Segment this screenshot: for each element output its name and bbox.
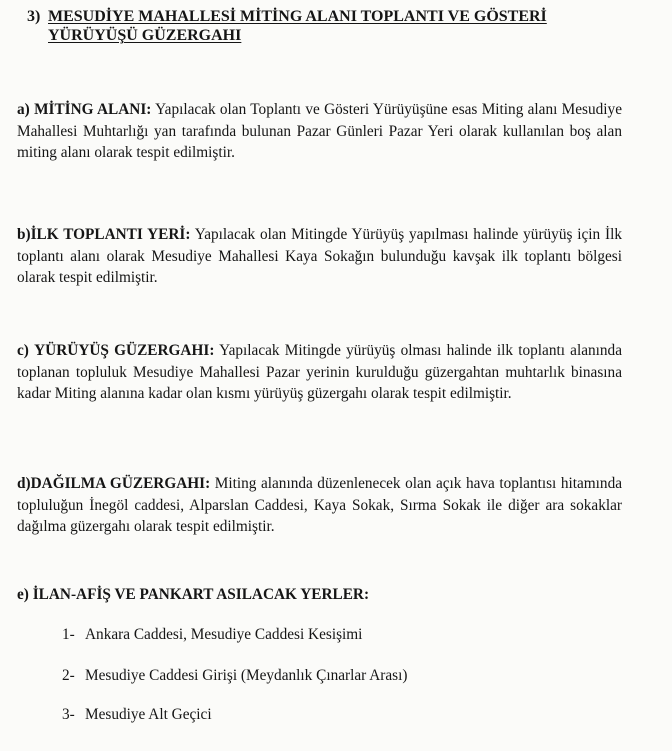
section-text: Yapılacak Mitingde yürüyüş olması halinde ilk toplantı alanında toplanan topluluk Mesudiye Mahallesi Pazar yerinin kurulduğu güzergahtan muhtarlık binasına kadar Miting alanına kadar olan kısmı yürüyüş güzergahı olarak tespit edilmiştir. bbox=[17, 342, 622, 402]
list-item-text: Ankara Caddesi, Mesudiye Caddesi Kesişimi bbox=[85, 626, 363, 643]
section-title: İLAN-AFİŞ VE PANKART ASILACAK YERLER: bbox=[32, 586, 370, 603]
section-a bbox=[17, 99, 622, 164]
section-text: Miting alanında düzenlenecek olan açık hava toplantısı hitamında topluluğun İnegöl caddesi, Alparslan Caddesi, Kaya Sokak, Sırma Sokak ile diğer ara sokaklar dağılma güzergahı olarak tespit edilmiştir. bbox=[17, 475, 623, 535]
section-text: Yapılacak olan Toplantı ve Gösteri Yürüyüşüne esas Miting alanı Mesudiye Mahallesi Muhtarlığı yan tarafında bulunan Pazar Günleri Pazar Yeri olarak kullanılan boş alan miting alanı olarak tespit edilmiştir. bbox=[17, 101, 622, 161]
list-item-text: Mesudiye Caddesi Girişi (Meydanlık Çınarlar Arası) bbox=[85, 667, 408, 684]
list-item-number: 2- bbox=[62, 667, 75, 684]
heading-line-2: YÜRÜYÜŞÜ GÜZERGAHI bbox=[48, 27, 242, 44]
list-item bbox=[62, 666, 407, 686]
section-text: Yapılacak olan Mitingde Yürüyüş yapılması halinde yürüyüş için İlk toplantı alanı olarak Mesudiye Mahallesi Kaya Sokağın bulunduğu kavşak ilk toplantı bölgesi olarak tespit edilmiştir. bbox=[17, 226, 623, 286]
list-item-text: Mesudiye Alt Geçici bbox=[85, 706, 212, 723]
heading-line-1: MESUDİYE MAHALLESİ MİTİNG ALANI TOPLANTI VE GÖSTERİ bbox=[48, 8, 547, 25]
document-heading bbox=[48, 7, 608, 45]
section-title: İLK TOPLANTI YERİ: bbox=[30, 226, 191, 243]
list-item-number: 3- bbox=[62, 706, 75, 723]
section-e bbox=[17, 584, 622, 606]
section-letter: d) bbox=[17, 475, 31, 492]
section-letter: a) bbox=[17, 101, 30, 118]
section-b bbox=[17, 224, 622, 289]
section-title: MİTİNG ALANI: bbox=[34, 101, 152, 118]
section-c bbox=[17, 340, 622, 405]
list-item-number: 1- bbox=[62, 626, 75, 643]
list-item bbox=[62, 705, 212, 725]
section-letter: c) bbox=[17, 342, 29, 359]
section-title: DAĞILMA GÜZERGAHI: bbox=[30, 475, 211, 492]
section-letter: b) bbox=[17, 226, 31, 243]
heading-number: 3) bbox=[27, 8, 41, 25]
list-item bbox=[62, 625, 362, 645]
section-letter: e) bbox=[17, 586, 29, 603]
section-title: YÜRÜYÜŞ GÜZERGAHI: bbox=[34, 342, 215, 359]
section-d bbox=[17, 473, 622, 538]
